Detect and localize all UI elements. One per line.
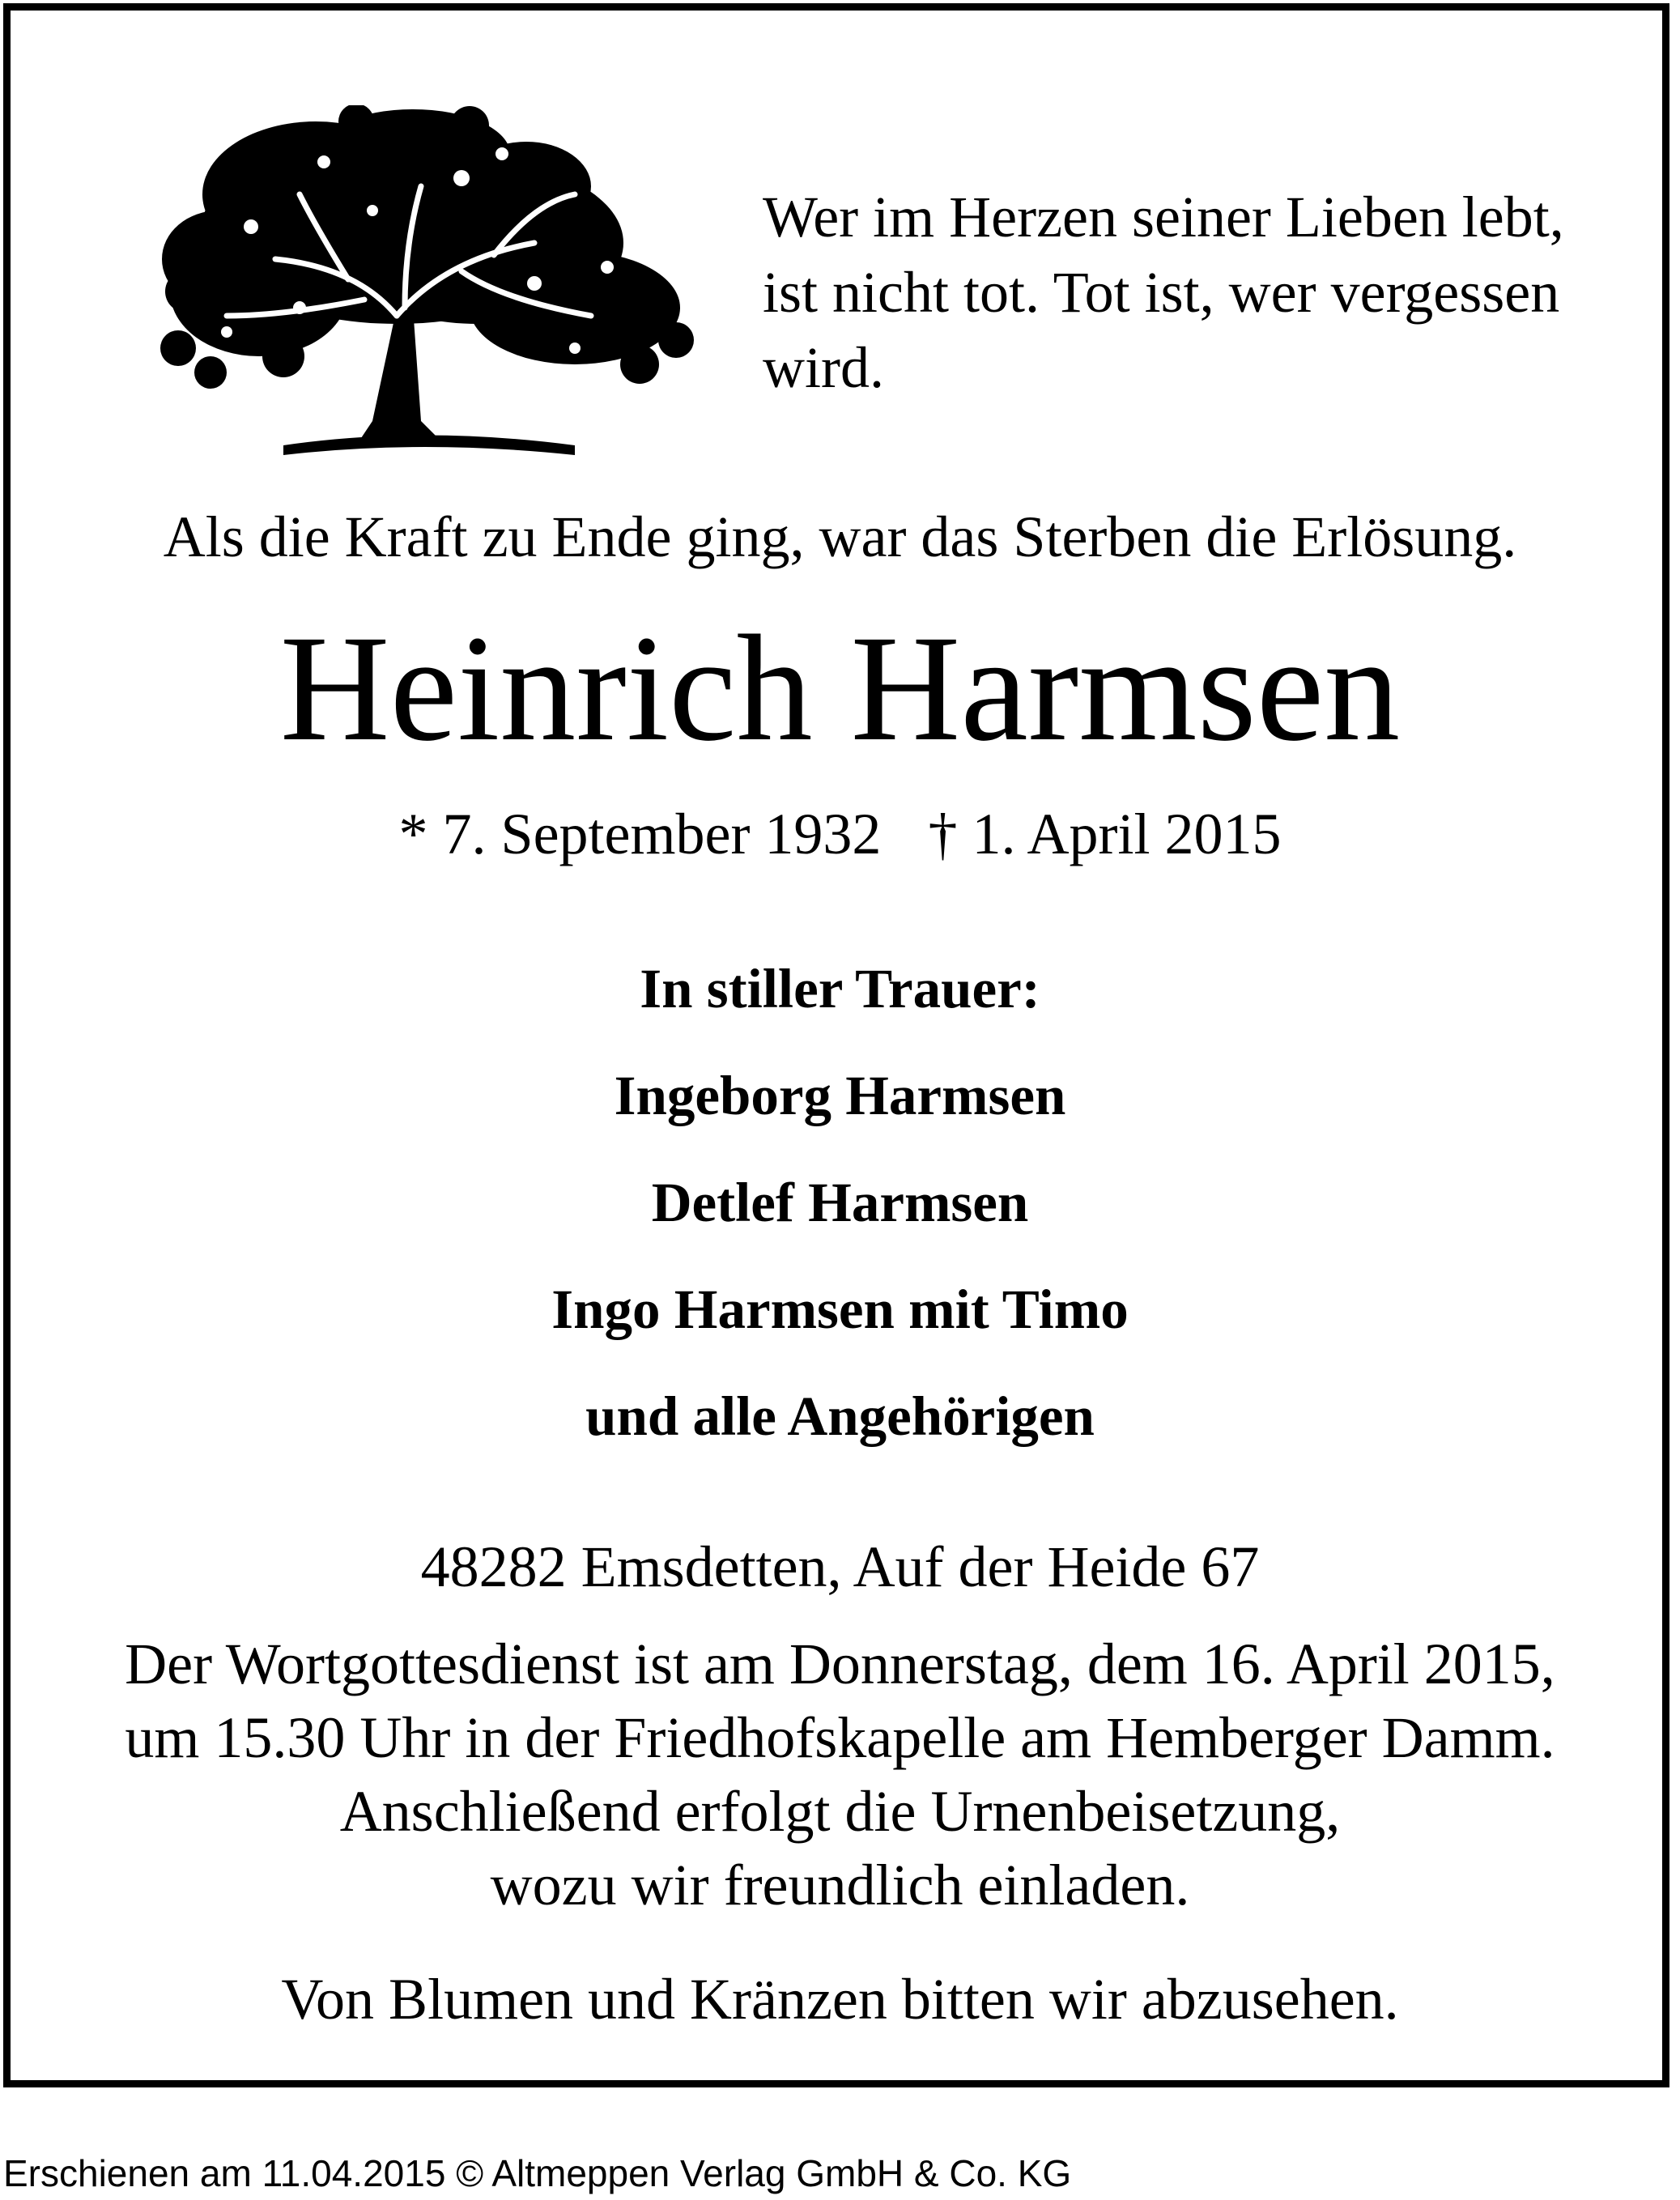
mourner-name: und alle Angehörigen bbox=[585, 1385, 1095, 1447]
service-line: Der Wortgottesdienst ist am Donnerstag, dem 16. April 2015, bbox=[125, 1632, 1555, 1696]
quote-line: Wer im Herzen seiner Lieben lebt, bbox=[763, 185, 1564, 249]
mourner-name: Detlef Harmsen bbox=[651, 1172, 1029, 1233]
mourner-name: Ingo Harmsen mit Timo bbox=[551, 1279, 1129, 1340]
quote-line: wird. bbox=[763, 335, 884, 400]
service-line: um 15.30 Uhr in der Friedhofskapelle am Hemberger Damm. bbox=[125, 1705, 1555, 1770]
quote-line: ist nicht tot. Tot ist, wer vergessen bbox=[763, 260, 1560, 325]
publication-footer: Erschienen am 11.04.2015 © Altmeppen Verlag GmbH & Co. KG bbox=[3, 2152, 1072, 2194]
tree-icon bbox=[154, 105, 704, 462]
deceased-name: Heinrich Harmsen bbox=[279, 603, 1401, 772]
service-info bbox=[0, 1628, 1680, 1922]
mourners-heading: In stiller Trauer: bbox=[640, 958, 1040, 1019]
service-line: Anschließend erfolgt die Urnenbeisetzung, bbox=[339, 1779, 1341, 1844]
death-date: † 1. April 2015 bbox=[928, 802, 1282, 866]
life-dates bbox=[0, 798, 1680, 870]
birth-date: * 7. September 1932 bbox=[398, 802, 882, 866]
memorial-quote bbox=[763, 180, 1621, 406]
service-line: wozu wir freundlich einladen. bbox=[490, 1853, 1190, 1917]
motto-line: Als die Kraft zu Ende ging, war das Sterben die Erlösung. bbox=[163, 504, 1517, 569]
mourner-name: Ingeborg Harmsen bbox=[614, 1065, 1066, 1126]
closing-note: Von Blumen und Kränzen bitten wir abzusehen. bbox=[281, 1967, 1399, 2032]
mourners-list bbox=[0, 935, 1680, 1470]
address: 48282 Emsdetten, Auf der Heide 67 bbox=[420, 1534, 1260, 1599]
